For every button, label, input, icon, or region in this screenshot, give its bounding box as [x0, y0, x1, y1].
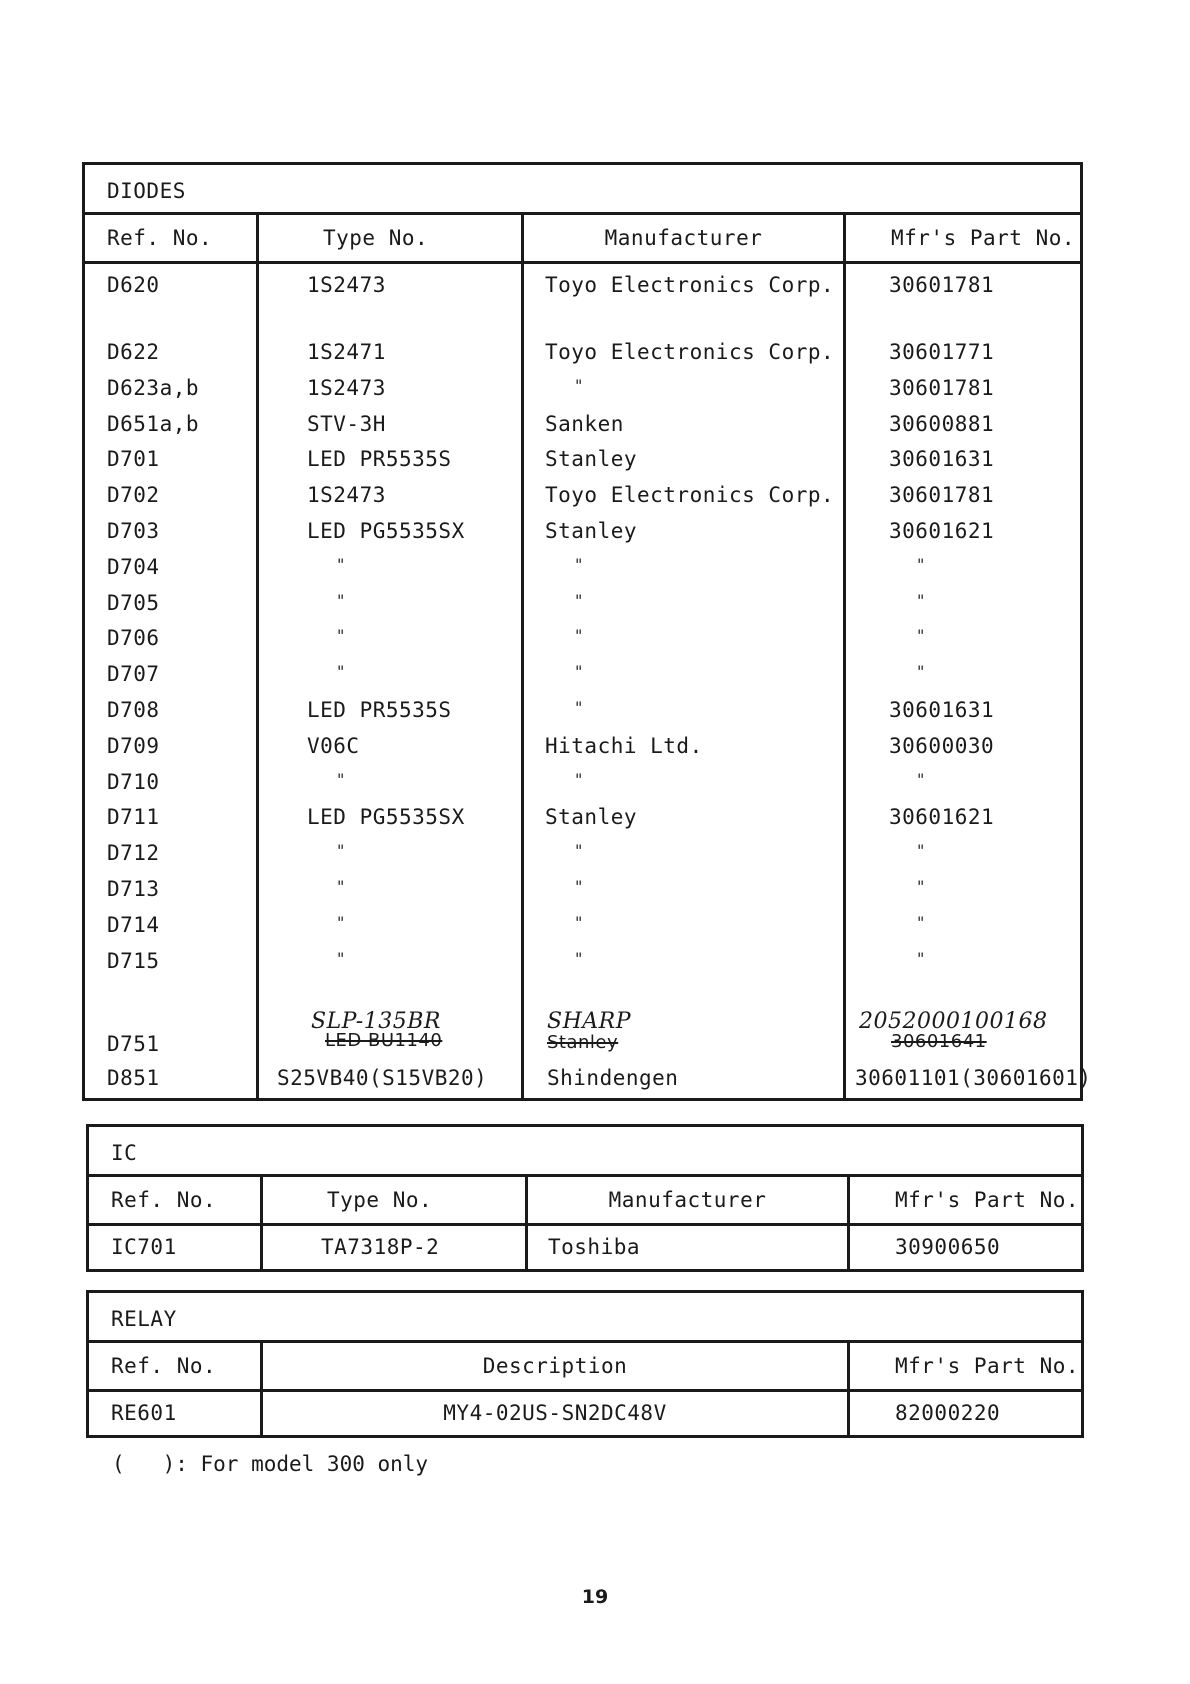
diodes-header-ref: Ref. No.: [107, 226, 213, 250]
diodes-header-manufacturer: Manufacturer: [604, 226, 763, 250]
diode-mfr-d707: ": [575, 662, 583, 682]
diode-ref-d714: D714: [107, 912, 160, 937]
diode-type-d702: 1S2473: [307, 483, 386, 508]
diode-part-d703: 30601621: [889, 519, 995, 543]
diode-type-d705: ": [337, 590, 345, 610]
diode-mfr-d715: ": [575, 948, 583, 968]
diode-mfr-d714: ": [575, 912, 583, 932]
d751-part-struck: 30601641: [891, 1031, 987, 1052]
diode-type-d622: 1S2471: [307, 340, 386, 364]
ic-table: [86, 1124, 1084, 1272]
diode-ref-d651ab: D651a,b: [107, 411, 200, 436]
diode-ref-d712: D712: [107, 841, 160, 866]
relay-part: 82000220: [895, 1401, 1001, 1425]
diode-type-d651ab: STV-3H: [307, 411, 386, 436]
diode-type-d703: LED PG5535SX: [307, 519, 465, 543]
ic-ref: IC701: [111, 1235, 177, 1259]
diode-part-d710: ": [917, 769, 925, 789]
diode-mfr-d701: Stanley: [545, 447, 638, 472]
diode-type-d712: ": [337, 841, 345, 861]
diode-part-d706: ": [917, 626, 925, 646]
diode-ref-d701: D701: [107, 447, 160, 472]
diode-mfr-d651ab: Sanken: [545, 411, 624, 436]
diode-ref-d702: D702: [107, 483, 160, 508]
diode-part-d702: 30601781: [889, 483, 995, 508]
diode-part-d715: ": [917, 948, 925, 968]
diode-type-d701: LED PR5535S: [307, 447, 452, 472]
diode-part-d713: ": [917, 877, 925, 896]
diode-part-d651ab: 30600881: [889, 411, 995, 436]
diode-ref-d715: D715: [107, 948, 160, 973]
diode-part-d711: 30601621: [889, 805, 995, 830]
d751-type-handwritten: SLP-135BR: [311, 1009, 441, 1034]
diode-mfr-d711: Stanley: [545, 805, 638, 830]
diode-part-d851: 30601101(30601601): [855, 1066, 1092, 1090]
diode-ref-d751: D751: [107, 1032, 160, 1056]
page-number: 19: [581, 1586, 609, 1608]
diode-ref-d710: D710: [107, 769, 160, 794]
diode-type-d713: ": [337, 877, 345, 896]
ic-header-manufacturer: Manufacturer: [608, 1188, 767, 1212]
diode-type-d715: ": [337, 948, 345, 968]
diode-ref-d709: D709: [107, 733, 160, 758]
diodes-title: DIODES: [107, 179, 186, 203]
diode-part-d714: ": [917, 912, 925, 932]
diode-ref-d707: D707: [107, 662, 160, 687]
diode-part-d701: 30601631: [889, 447, 995, 472]
diode-part-d704: ": [917, 554, 925, 574]
diode-type-d623ab: 1S2473: [307, 375, 386, 400]
diode-ref-d851: D851: [107, 1066, 160, 1090]
relay-header-part: Mfr's Part No.: [895, 1354, 1080, 1378]
ic-title: IC: [111, 1141, 138, 1165]
diode-part-d712: ": [917, 841, 925, 861]
diode-type-d707: ": [337, 662, 345, 682]
d751-mfr-struck: Stanley: [547, 1032, 619, 1053]
diode-ref-d708: D708: [107, 698, 160, 722]
relay-header-description: Description: [482, 1354, 628, 1378]
diode-type-d714: ": [337, 912, 345, 932]
diode-mfr-d622: Toyo Electronics Corp.: [545, 340, 835, 364]
relay-title: RELAY: [111, 1307, 177, 1331]
diode-type-d704: ": [337, 554, 345, 574]
diode-mfr-d708: ": [575, 698, 583, 717]
diodes-header-type: Type No.: [323, 226, 429, 250]
relay-table: [86, 1290, 1084, 1438]
diode-ref-d704: D704: [107, 554, 160, 579]
d751-part-handwritten: 2052000100168: [859, 1009, 1048, 1034]
diode-mfr-d706: ": [575, 626, 583, 646]
diode-mfr-d702: Toyo Electronics Corp.: [545, 483, 835, 508]
diode-ref-d622: D622: [107, 340, 160, 364]
ic-header-ref: Ref. No.: [111, 1188, 217, 1212]
diode-part-d623ab: 30601781: [889, 375, 995, 400]
diode-mfr-d712: ": [575, 841, 583, 861]
diode-part-d707: ": [917, 662, 925, 682]
ic-header-part: Mfr's Part No.: [895, 1188, 1080, 1212]
d751-mfr-handwritten: SHARP: [547, 1009, 632, 1034]
ic-manufacturer: Toshiba: [548, 1235, 641, 1259]
diode-part-d705: ": [917, 590, 925, 610]
diodes-header-part: Mfr's Part No.: [891, 226, 1076, 250]
footnote: ( ): For model 300 only: [112, 1452, 429, 1476]
diode-type-d708: LED PR5535S: [307, 698, 452, 722]
diode-ref-d713: D713: [107, 877, 160, 901]
diode-type-d710: ": [337, 769, 345, 789]
diode-part-d622: 30601771: [889, 340, 995, 364]
diode-ref-d706: D706: [107, 626, 160, 651]
ic-part: 30900650: [895, 1235, 1001, 1259]
diode-type-d711: LED PG5535SX: [307, 805, 465, 830]
relay-header-ref: Ref. No.: [111, 1354, 217, 1378]
ic-type: TA7318P-2: [321, 1235, 440, 1259]
diode-part-d708: 30601631: [889, 698, 995, 722]
diode-ref-d703: D703: [107, 519, 160, 543]
ic-header-type: Type No.: [327, 1188, 433, 1212]
diode-mfr-d623ab: ": [575, 375, 583, 395]
diode-mfr-d703: Stanley: [545, 519, 638, 543]
d751-type-struck: LED BU1140: [325, 1030, 443, 1051]
diode-type-d851: S25VB40(S15VB20): [277, 1066, 488, 1090]
diode-ref-d705: D705: [107, 590, 160, 615]
relay-description: MY4-02US-SN2DC48V: [443, 1401, 667, 1425]
diode-type-d706: ": [337, 626, 345, 646]
diode-ref-d623ab: D623a,b: [107, 375, 200, 400]
diode-part-d620: 30601781: [889, 273, 995, 297]
diode-ref-d711: D711: [107, 805, 160, 830]
diode-mfr-d704: ": [575, 554, 583, 574]
diode-part-d709: 30600030: [889, 733, 995, 758]
diode-type-d620: 1S2473: [307, 273, 386, 297]
diode-mfr-d705: ": [575, 590, 583, 610]
diode-mfr-d713: ": [575, 877, 583, 896]
diode-mfr-d710: ": [575, 769, 583, 789]
diode-mfr-d851: Shindengen: [547, 1066, 679, 1090]
relay-ref: RE601: [111, 1401, 177, 1425]
diodes-table: [82, 162, 1092, 1101]
diode-type-d709: V06C: [307, 733, 360, 758]
diode-mfr-d620: Toyo Electronics Corp.: [545, 273, 835, 297]
diode-mfr-d709: Hitachi Ltd.: [545, 733, 703, 758]
diode-ref-d620: D620: [107, 273, 160, 297]
